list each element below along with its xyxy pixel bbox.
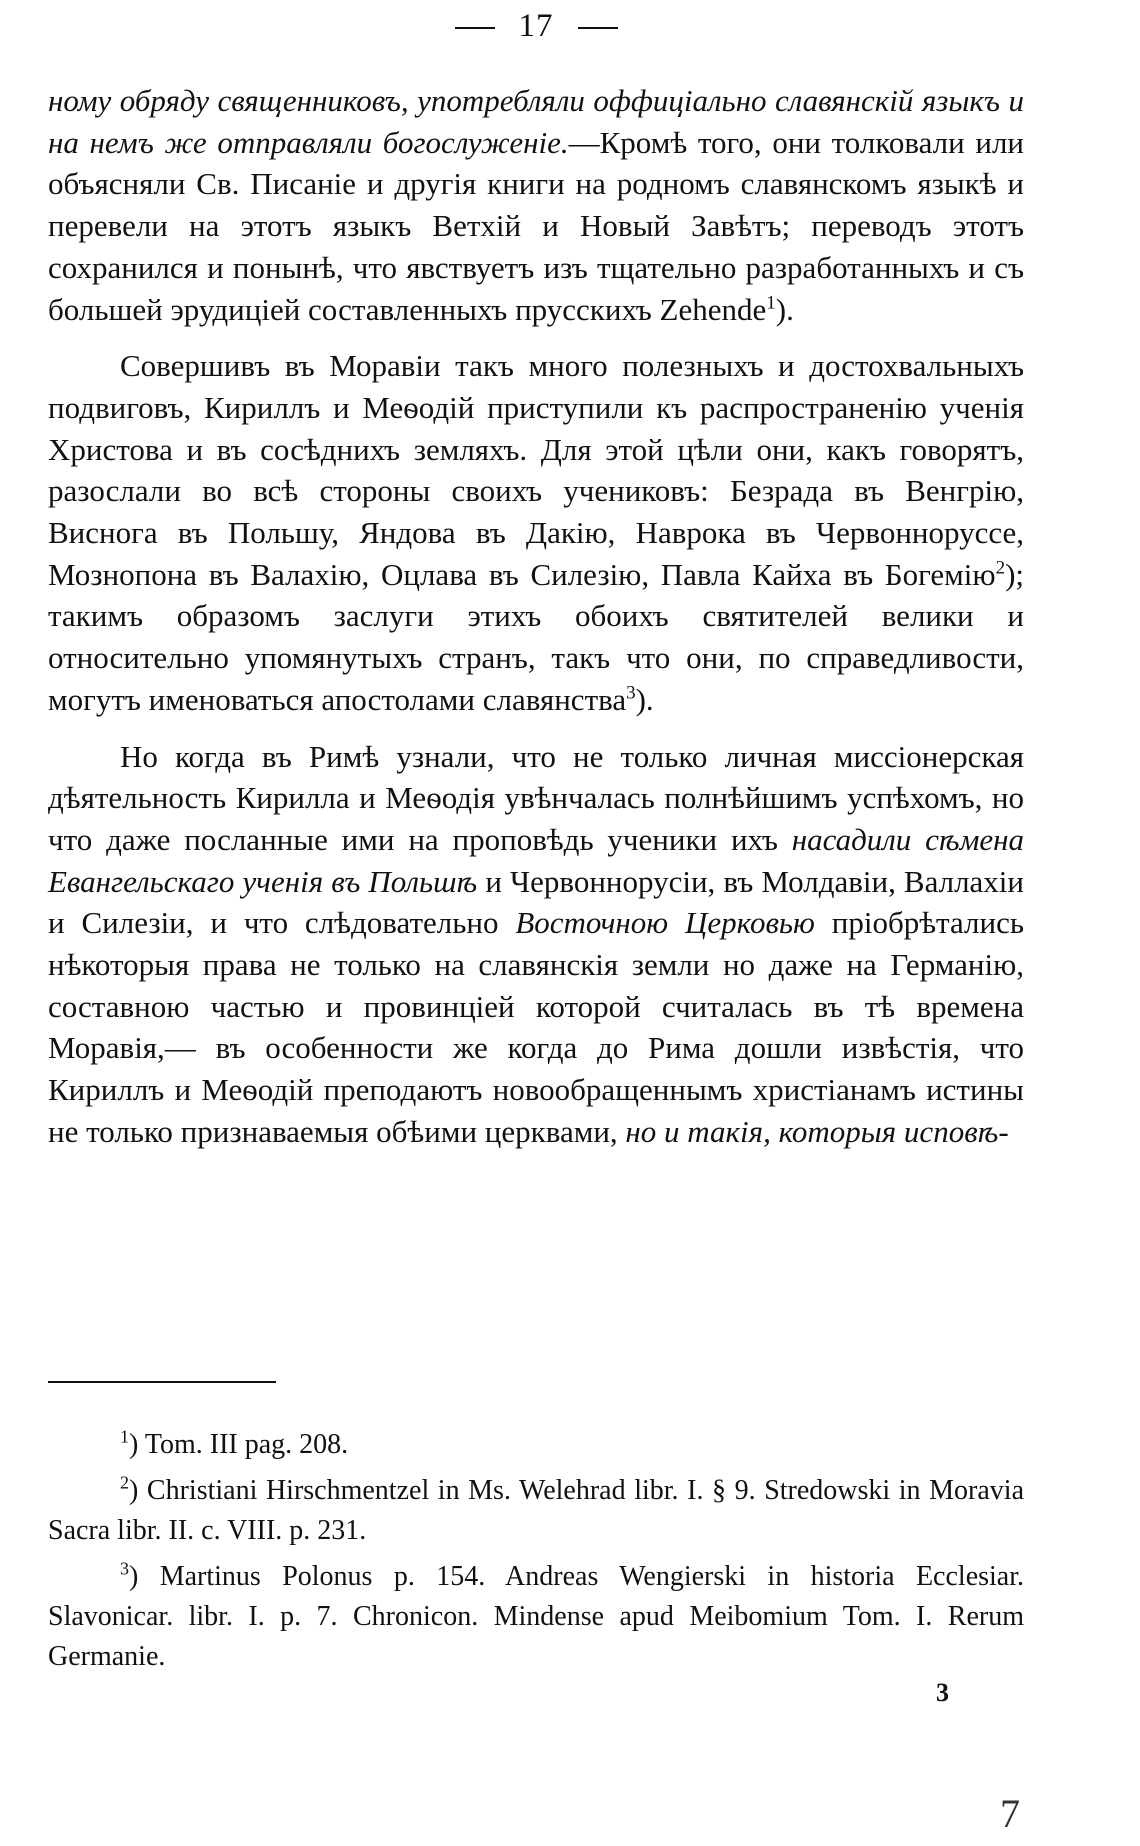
footnote-text: Christiani Hirschmentzel in Ms. Welehrad libr. I. § 9. Stredowski in Moravia Sacra libr. II. c. VIII. p. 231.: [48, 1475, 1024, 1546]
footnote-mark: 1: [120, 1426, 129, 1447]
paragraph-2: [48, 345, 1024, 720]
footnote-separator: [48, 1381, 276, 1383]
body-text: [48, 80, 1024, 1153]
paragraph-3: [48, 736, 1024, 1153]
header-dash-left: [455, 27, 495, 29]
footnote-text: Tom. III pag. 208.: [144, 1429, 349, 1460]
note-reference: 3: [626, 682, 636, 704]
signature-mark: 3: [936, 1678, 949, 1707]
note-reference: 2: [995, 557, 1006, 579]
footnotes: [48, 1425, 1024, 1683]
footnote-mark: 3: [120, 1558, 129, 1579]
text-run: Совершивъ въ Моравіи такъ много полезныхъ и достохвальныхъ подвиговъ, Кириллъ и Меѳодій приступили къ распространенію ученія Христова и въ сосѣднихъ земляхъ. Для этой цѣли они, какъ говорятъ, разослали во всѣ стороны своихъ учениковъ: Безрада въ Венгрію, Виснога въ Польшу, Яндова въ Дакію, Наврока въ Червонноруссе, Мознопона въ Валахію, Оцлава въ Силезію, Павла Кайха въ Богемію: [48, 348, 1024, 592]
footnote-paren: ): [129, 1429, 145, 1460]
footnote-paren: ): [129, 1561, 160, 1592]
page-header: [48, 8, 1024, 45]
document-page: [48, 0, 1024, 1846]
text-run: и Червоннорусіи, въ Молдавіи, Валлахіи и Силезіи, и что слѣдовательно: [48, 863, 1025, 941]
text-run: —Кромѣ того, они толковали или объясняли Св. Писаніе и другія книги на родномъ славянскомъ языкѣ и перевели на этотъ языкъ Ветхій и Новый Завѣтъ; переводъ этотъ сохранился и понынѣ, что явствуетъ изъ тщательно разработанныхъ и съ большей эрудиціей составленныхъ прусскихъ Zehende: [48, 124, 1024, 327]
text-run: ).: [635, 681, 654, 717]
text-run: ); такимъ образомъ заслуги этихъ обоихъ святителей велики и относительно упомянутыхъ странъ, такъ что они, по справедливости, могутъ именоваться апостолами славянства: [48, 556, 1024, 717]
header-dash-right: [578, 27, 618, 29]
italic-run: насадили сѣмена Евангельскаго ученія въ Польшѣ: [48, 821, 1024, 899]
text-run: пріобрѣтались нѣкоторыя права не только на славянскія земли но даже на Германію, составною частью и провинціей которой считалась въ тѣ времена Моравія,— въ особенности же когда до Рима дошли извѣстія, что Кириллъ и Меѳодій преподаютъ новообращеннымъ христіанамъ истины не только признаваемыя обѣими церквами,: [48, 905, 1024, 1149]
footnote-1: [48, 1425, 1024, 1465]
paragraph-1: [48, 80, 1024, 330]
handwritten-mark: 7: [1000, 1791, 1020, 1836]
footnote-3: [48, 1557, 1024, 1677]
italic-run: ному обряду священниковъ, употребляли оффиціально славянскій языкъ и на немъ же отправляли богослуженіе.: [48, 83, 1024, 160]
text-run: Но когда въ Римѣ узнали, что не только личная миссіонерская дѣятельность Кирилла и Меѳодія увѣнчалась полнѣйшимъ успѣхомъ, но что даже посланные ими на проповѣдь ученики ихъ: [48, 738, 1024, 857]
footnote-mark: 2: [120, 1472, 129, 1493]
italic-run: Восточною Церковью: [515, 905, 815, 941]
footnote-2: [48, 1471, 1024, 1551]
note-reference: 1: [766, 292, 776, 314]
italic-run: но и такія, которыя исповѣ-: [625, 1113, 1009, 1149]
text-run: ).: [775, 291, 794, 327]
footnote-paren: ): [129, 1475, 147, 1506]
footnote-text: Martinus Polonus p. 154. Andreas Wengierski in historia Ecclesiar. Slavonicar. libr. I. p. 7. Chronicon. Mindense apud Meibomium Tom. I. Rerum Germanie.: [48, 1561, 1025, 1672]
page-number: 17: [518, 8, 554, 44]
